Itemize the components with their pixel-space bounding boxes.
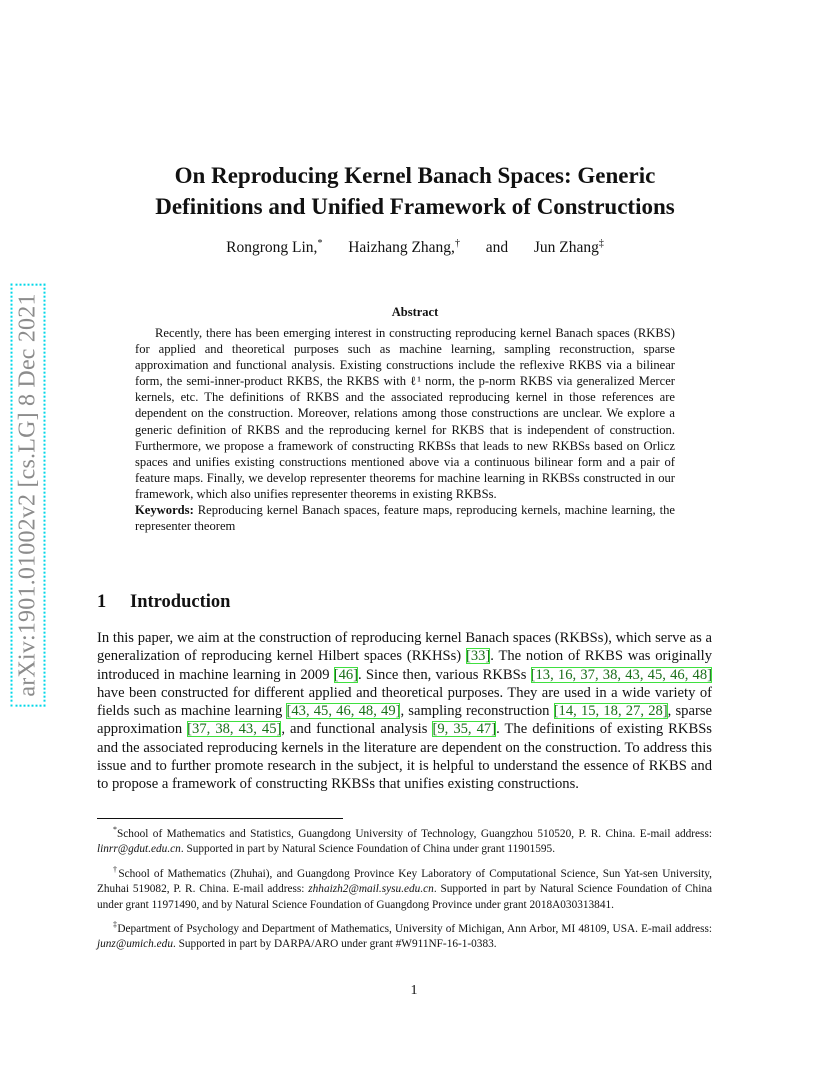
- footnote-1-email[interactable]: linrr@gdut.edu.cn: [97, 843, 181, 856]
- citation-link[interactable]: [14, 15, 18, 27, 28]: [553, 703, 668, 720]
- intro-text: . The definitions of existing RKBSs and the associated reproducing kernels in the literature are dependent on the construction. To address this issue and to further promote research in the subject, it is helpful to understand the essence of RKBS and to propose a framework of constructing RKBSs that unifies existing constructions.: [97, 721, 712, 793]
- title-line-1: On Reproducing Kernel Banach Spaces: Generic: [174, 163, 656, 188]
- footnote-2: [97, 862, 712, 913]
- footnote-2-email[interactable]: zhhaizh2@mail.sysu.edu.cn: [308, 883, 434, 896]
- author-zhang-haizhang-mark[interactable]: †: [454, 238, 460, 249]
- citation-link[interactable]: [43, 45, 46, 48, 49]: [286, 703, 401, 720]
- citation-link[interactable]: [46]: [333, 666, 359, 683]
- keywords-label: Keywords:: [135, 503, 194, 518]
- footnote-3-text: Department of Psychology and Department of Mathematics, University of Michigan, Ann Arbor, MI 48109, USA. E-mail address:: [117, 922, 712, 935]
- keywords: [135, 502, 675, 534]
- footnote-2-text: School of Mathematics (Zhuhai), and Guangdong Province Key Laboratory of Computational Science, Sun Yat-sen University, Zhuhai 519082, P. R. China. E-mail address:: [97, 867, 712, 896]
- footnote-1-text: School of Mathematics and Statistics, Guangdong University of Technology, Guangzhou 510520, P. R. China. E-mail address:: [117, 827, 712, 840]
- footnote-rule: [97, 818, 343, 819]
- page-number: 1: [410, 983, 418, 998]
- citation-link[interactable]: [13, 16, 37, 38, 43, 45, 46, 48]: [530, 666, 712, 683]
- title-line-2: Definitions and Unified Framework of Constructions: [155, 194, 675, 219]
- intro-text: . The notion of RKBS was originally introduced in machine learning in 2009: [97, 648, 713, 683]
- footnote-3-mark: ‡: [113, 920, 118, 930]
- intro-text: have been constructed for different applied and theoretical purposes. They are used in a wide variety of fields such as machine learning: [97, 684, 712, 720]
- author-list: [110, 238, 720, 257]
- author-zhang-jun: Jun Zhang: [533, 239, 599, 257]
- arxiv-identifier-text[interactable]: arXiv:1901.01002v2 [cs.LG] 8 Dec 2021: [11, 283, 46, 706]
- arxiv-identifier: [8, 255, 48, 735]
- footnote-3-email[interactable]: junz@umich.edu: [97, 938, 173, 951]
- citation-link[interactable]: [9, 35, 47]: [432, 721, 497, 738]
- abstract: [135, 325, 675, 534]
- footnote-2-text: . Supported in part by Natural Science Foundation of China under grant 11971490, and by Natural Science Foundation of Guangdong Province under grant 2018A030313841.: [97, 883, 712, 911]
- section-number: 1: [97, 592, 107, 612]
- author-conjunction: and: [485, 239, 509, 257]
- intro-text: In this paper, we aim at the construction of reproducing kernel Banach spaces (RKBSs), which serve as a generalization of reproducing kernel Hilbert spaces (RKHSs): [97, 630, 712, 665]
- author-lin: Rongrong Lin,: [226, 239, 318, 257]
- footnote-1-text: . Supported in part by Natural Science Foundation of China under grant 11901595.: [180, 843, 556, 856]
- intro-text: , sampling reconstruction: [400, 703, 554, 720]
- author-lin-mark[interactable]: *: [317, 238, 323, 249]
- footnote-3: [97, 917, 712, 953]
- author-zhang-haizhang: Haizhang Zhang,: [348, 239, 455, 257]
- author-zhang-jun-mark[interactable]: ‡: [598, 238, 604, 249]
- keywords-text: Reproducing kernel Banach spaces, feature maps, reproducing kernels, machine learning, the representer theorem: [135, 503, 675, 534]
- intro-text: , and functional analysis: [281, 721, 433, 738]
- intro-paragraph: [97, 629, 712, 794]
- citation-link[interactable]: [37, 38, 43, 45]: [187, 721, 282, 738]
- paper-title: [90, 160, 740, 222]
- section-heading: [97, 592, 230, 613]
- abstract-heading: Abstract: [391, 305, 439, 319]
- footnote-3-text: . Supported in part by DARPA/ARO under grant #W911NF-16-1-0383.: [172, 938, 497, 951]
- intro-text: , sparse approximation: [97, 703, 712, 738]
- abstract-body: Recently, there has been emerging interest in constructing reproducing kernel Banach spaces (RKBS) for applied and theoretical purposes such as machine learning, sampling reconstruction, sparse approximation and functional analysis. Existing constructions include the reflexive RKBS via a bilinear form, the semi-inner-product RKBS, the RKBS with ℓ¹ norm, the p-norm RKBS via generalized Mercer kernels, etc. The definitions of RKBS and the associated reproducing kernel in those references are dependent on the construction. Moreover, relations among those constructions are unclear. We explore a generic definition of RKBS and the reproducing kernel for RKBS that is independent of construction. Furthermore, we propose a framework of constructing RKBSs that leads to new RKBSs based on Orlicz spaces and unifies existing constructions mentioned above via a continuous bilinear form and a pair of feature maps. Finally, we develop representer theorems for machine learning in RKBSs constructed in our framework, which also unifies representer theorems in existing RKBSs.: [135, 326, 675, 501]
- intro-text: . Since then, various RKBSs: [358, 666, 531, 683]
- section-title: Introduction: [130, 592, 231, 612]
- footnote-1-mark: *: [113, 825, 117, 834]
- citation-link[interactable]: [33]: [465, 648, 491, 665]
- footnotes: [97, 822, 712, 957]
- footnote-1: [97, 822, 712, 858]
- footnote-2-mark: †: [113, 864, 119, 874]
